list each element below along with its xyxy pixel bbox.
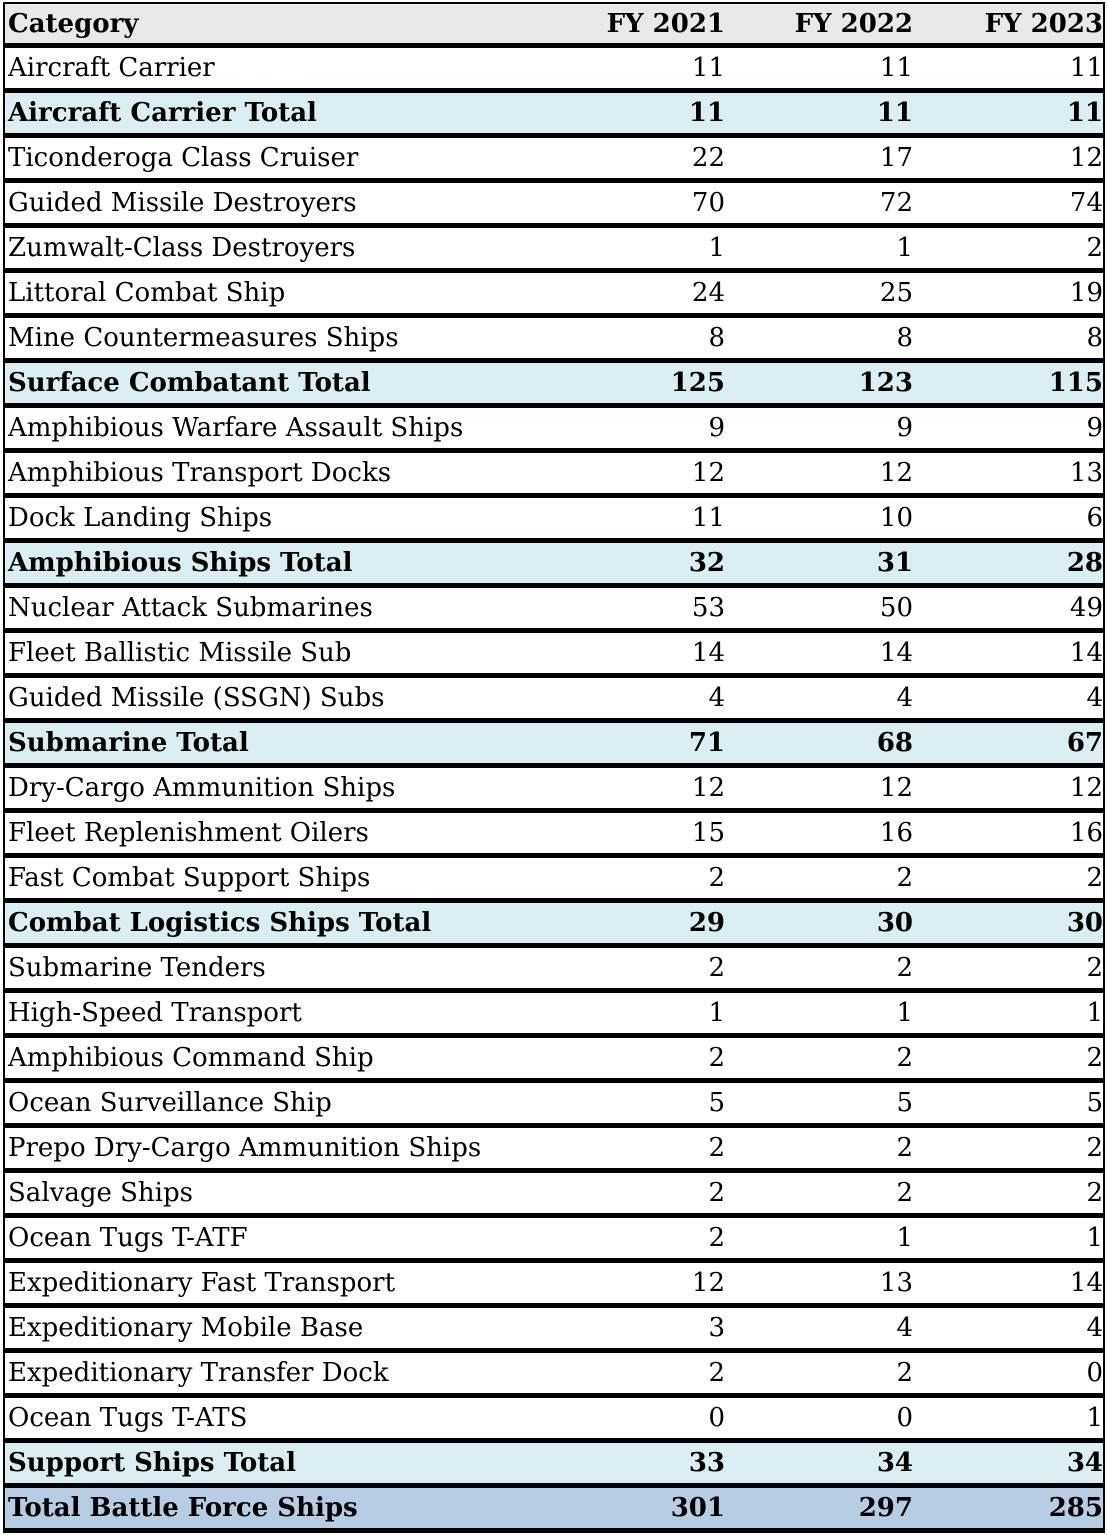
table-row	[3, 633, 1105, 678]
table-row	[3, 1218, 1105, 1263]
row-label: Aircraft Carrier	[8, 53, 215, 83]
row-label: Prepo Dry-Cargo Ammunition Ships	[8, 1133, 482, 1163]
value-fy2023: 4	[1086, 683, 1103, 713]
header-fy2021: FY 2021	[606, 8, 725, 39]
value-fy2021: 11	[688, 98, 725, 128]
value-fy2021: 71	[688, 728, 725, 758]
value-fy2021: 53	[691, 593, 725, 623]
row-label: Submarine Tenders	[8, 953, 266, 983]
value-fy2022: 2	[896, 953, 913, 983]
value-fy2021: 15	[691, 818, 725, 848]
table-row	[3, 1173, 1105, 1218]
row-label: Fleet Ballistic Missile Sub	[8, 638, 352, 668]
row-label: Surface Combatant Total	[8, 368, 371, 398]
value-fy2022: 9	[896, 413, 913, 443]
row-label: High-Speed Transport	[8, 998, 302, 1028]
value-fy2023: 8	[1086, 323, 1103, 353]
value-fy2022: 11	[879, 53, 913, 83]
value-fy2022: 11	[876, 98, 913, 128]
value-fy2023: 28	[1066, 548, 1103, 578]
row-label: Expeditionary Transfer Dock	[8, 1358, 389, 1388]
table-header-row	[3, 2, 1105, 48]
table-row	[3, 1398, 1105, 1443]
subtotal-row	[3, 1443, 1105, 1488]
table-row	[3, 993, 1105, 1038]
table-row	[3, 498, 1105, 543]
value-fy2022: 1	[896, 998, 913, 1028]
value-fy2023: 2	[1086, 1178, 1103, 1208]
subtotal-row	[3, 363, 1105, 408]
value-fy2021: 12	[691, 773, 725, 803]
row-label: Amphibious Warfare Assault Ships	[8, 413, 464, 443]
table-row	[3, 48, 1105, 93]
row-label: Littoral Combat Ship	[8, 278, 286, 308]
value-fy2021: 11	[691, 503, 725, 533]
subtotal-row	[3, 903, 1105, 948]
battle-force-table	[3, 2, 1105, 1533]
value-fy2022: 72	[879, 188, 913, 218]
row-label: Amphibious Transport Docks	[8, 458, 392, 488]
table-row	[3, 318, 1105, 363]
value-fy2021: 4	[708, 683, 725, 713]
row-label: Total Battle Force Ships	[8, 1493, 358, 1523]
value-fy2022: 1	[896, 233, 913, 263]
value-fy2021: 24	[691, 278, 725, 308]
row-label: Guided Missile Destroyers	[8, 188, 357, 218]
value-fy2022: 2	[896, 1133, 913, 1163]
value-fy2023: 12	[1069, 773, 1103, 803]
value-fy2023: 9	[1086, 413, 1103, 443]
value-fy2022: 1	[896, 1223, 913, 1253]
value-fy2023: 2	[1086, 233, 1103, 263]
subtotal-row	[3, 723, 1105, 768]
table-row	[3, 678, 1105, 723]
value-fy2023: 13	[1069, 458, 1103, 488]
table-body	[3, 48, 1105, 1533]
value-fy2022: 2	[896, 863, 913, 893]
value-fy2021: 301	[670, 1493, 725, 1523]
table-row	[3, 453, 1105, 498]
value-fy2021: 5	[708, 1088, 725, 1118]
table-row	[3, 1128, 1105, 1173]
value-fy2023: 11	[1069, 53, 1103, 83]
value-fy2023: 12	[1069, 143, 1103, 173]
value-fy2022: 13	[879, 1268, 913, 1298]
value-fy2021: 70	[691, 188, 725, 218]
table-row	[3, 1308, 1105, 1353]
value-fy2022: 4	[896, 1313, 913, 1343]
row-label: Submarine Total	[8, 728, 249, 758]
value-fy2021: 8	[708, 323, 725, 353]
value-fy2021: 125	[670, 368, 725, 398]
value-fy2023: 34	[1066, 1448, 1103, 1478]
value-fy2022: 17	[879, 143, 913, 173]
table-row	[3, 1353, 1105, 1398]
row-label: Aircraft Carrier Total	[8, 98, 317, 128]
value-fy2022: 68	[876, 728, 913, 758]
row-label: Fleet Replenishment Oilers	[8, 818, 369, 848]
value-fy2022: 123	[858, 368, 913, 398]
value-fy2021: 33	[688, 1448, 725, 1478]
table-row	[3, 948, 1105, 993]
value-fy2021: 12	[691, 458, 725, 488]
value-fy2022: 10	[879, 503, 913, 533]
value-fy2022: 4	[896, 683, 913, 713]
value-fy2021: 2	[708, 1358, 725, 1388]
table-row	[3, 768, 1105, 813]
table-row	[3, 183, 1105, 228]
value-fy2023: 19	[1069, 278, 1103, 308]
value-fy2022: 25	[879, 278, 913, 308]
table-left-border	[3, 2, 5, 1533]
table-row	[3, 408, 1105, 453]
value-fy2023: 2	[1086, 953, 1103, 983]
table-row	[3, 273, 1105, 318]
value-fy2022: 12	[879, 773, 913, 803]
value-fy2023: 0	[1086, 1358, 1103, 1388]
row-label: Mine Countermeasures Ships	[8, 323, 399, 353]
value-fy2022: 34	[876, 1448, 913, 1478]
value-fy2022: 2	[896, 1358, 913, 1388]
value-fy2023: 67	[1066, 728, 1103, 758]
value-fy2022: 16	[879, 818, 913, 848]
value-fy2021: 2	[708, 863, 725, 893]
row-label: Expeditionary Fast Transport	[8, 1268, 396, 1298]
subtotal-row	[3, 93, 1105, 138]
row-label: Ocean Surveillance Ship	[8, 1088, 332, 1118]
row-label: Salvage Ships	[8, 1178, 193, 1208]
value-fy2021: 1	[708, 998, 725, 1028]
table-row	[3, 588, 1105, 633]
value-fy2022: 2	[896, 1043, 913, 1073]
subtotal-row	[3, 543, 1105, 588]
value-fy2023: 6	[1086, 503, 1103, 533]
value-fy2023: 5	[1086, 1088, 1103, 1118]
table-row	[3, 228, 1105, 273]
value-fy2023: 285	[1048, 1493, 1103, 1523]
row-label: Dry-Cargo Ammunition Ships	[8, 773, 396, 803]
value-fy2021: 12	[691, 1268, 725, 1298]
value-fy2021: 3	[708, 1313, 725, 1343]
value-fy2023: 1	[1086, 1403, 1103, 1433]
value-fy2021: 32	[688, 548, 725, 578]
value-fy2023: 1	[1086, 998, 1103, 1028]
table-row	[3, 1083, 1105, 1128]
value-fy2023: 2	[1086, 1043, 1103, 1073]
value-fy2021: 2	[708, 1178, 725, 1208]
value-fy2023: 74	[1069, 188, 1103, 218]
value-fy2021: 1	[708, 233, 725, 263]
row-label: Ticonderoga Class Cruiser	[8, 143, 359, 173]
value-fy2021: 2	[708, 1133, 725, 1163]
row-label: Fast Combat Support Ships	[8, 863, 371, 893]
row-label: Ocean Tugs T-ATS	[8, 1403, 248, 1433]
row-label: Amphibious Ships Total	[8, 548, 353, 578]
row-label: Combat Logistics Ships Total	[8, 908, 432, 938]
value-fy2021: 2	[708, 1223, 725, 1253]
value-fy2023: 4	[1086, 1313, 1103, 1343]
value-fy2022: 14	[879, 638, 913, 668]
value-fy2021: 2	[708, 1043, 725, 1073]
value-fy2023: 49	[1069, 593, 1103, 623]
value-fy2021: 9	[708, 413, 725, 443]
row-label: Guided Missile (SSGN) Subs	[8, 683, 385, 713]
value-fy2023: 2	[1086, 863, 1103, 893]
value-fy2023: 11	[1066, 98, 1103, 128]
row-label: Zumwalt-Class Destroyers	[8, 233, 356, 263]
value-fy2021: 22	[691, 143, 725, 173]
value-fy2022: 12	[879, 458, 913, 488]
value-fy2022: 50	[879, 593, 913, 623]
row-label: Expeditionary Mobile Base	[8, 1313, 364, 1343]
table-row	[3, 858, 1105, 903]
value-fy2023: 14	[1069, 638, 1103, 668]
table-row	[3, 1038, 1105, 1083]
value-fy2023: 115	[1048, 368, 1103, 398]
row-label: Nuclear Attack Submarines	[8, 593, 373, 623]
row-label: Amphibious Command Ship	[8, 1043, 374, 1073]
header-fy2023: FY 2023	[984, 8, 1103, 39]
value-fy2023: 1	[1086, 1223, 1103, 1253]
value-fy2023: 30	[1066, 908, 1103, 938]
header-fy2022: FY 2022	[794, 8, 913, 39]
value-fy2021: 29	[688, 908, 725, 938]
value-fy2022: 30	[876, 908, 913, 938]
value-fy2022: 8	[896, 323, 913, 353]
value-fy2022: 297	[858, 1493, 913, 1523]
value-fy2021: 0	[708, 1403, 725, 1433]
row-label: Support Ships Total	[8, 1448, 297, 1478]
value-fy2023: 16	[1069, 818, 1103, 848]
value-fy2022: 5	[896, 1088, 913, 1118]
header-category: Category	[8, 8, 139, 39]
value-fy2023: 14	[1069, 1268, 1103, 1298]
table-right-border	[1103, 2, 1105, 1533]
value-fy2021: 11	[691, 53, 725, 83]
value-fy2022: 31	[876, 548, 913, 578]
value-fy2021: 2	[708, 953, 725, 983]
value-fy2022: 2	[896, 1178, 913, 1208]
value-fy2023: 2	[1086, 1133, 1103, 1163]
table-row	[3, 1263, 1105, 1308]
row-label: Ocean Tugs T-ATF	[8, 1223, 248, 1253]
table-row	[3, 813, 1105, 858]
row-label: Dock Landing Ships	[8, 503, 273, 533]
value-fy2021: 14	[691, 638, 725, 668]
table-row	[3, 138, 1105, 183]
grand-total-row	[3, 1488, 1105, 1533]
value-fy2022: 0	[896, 1403, 913, 1433]
